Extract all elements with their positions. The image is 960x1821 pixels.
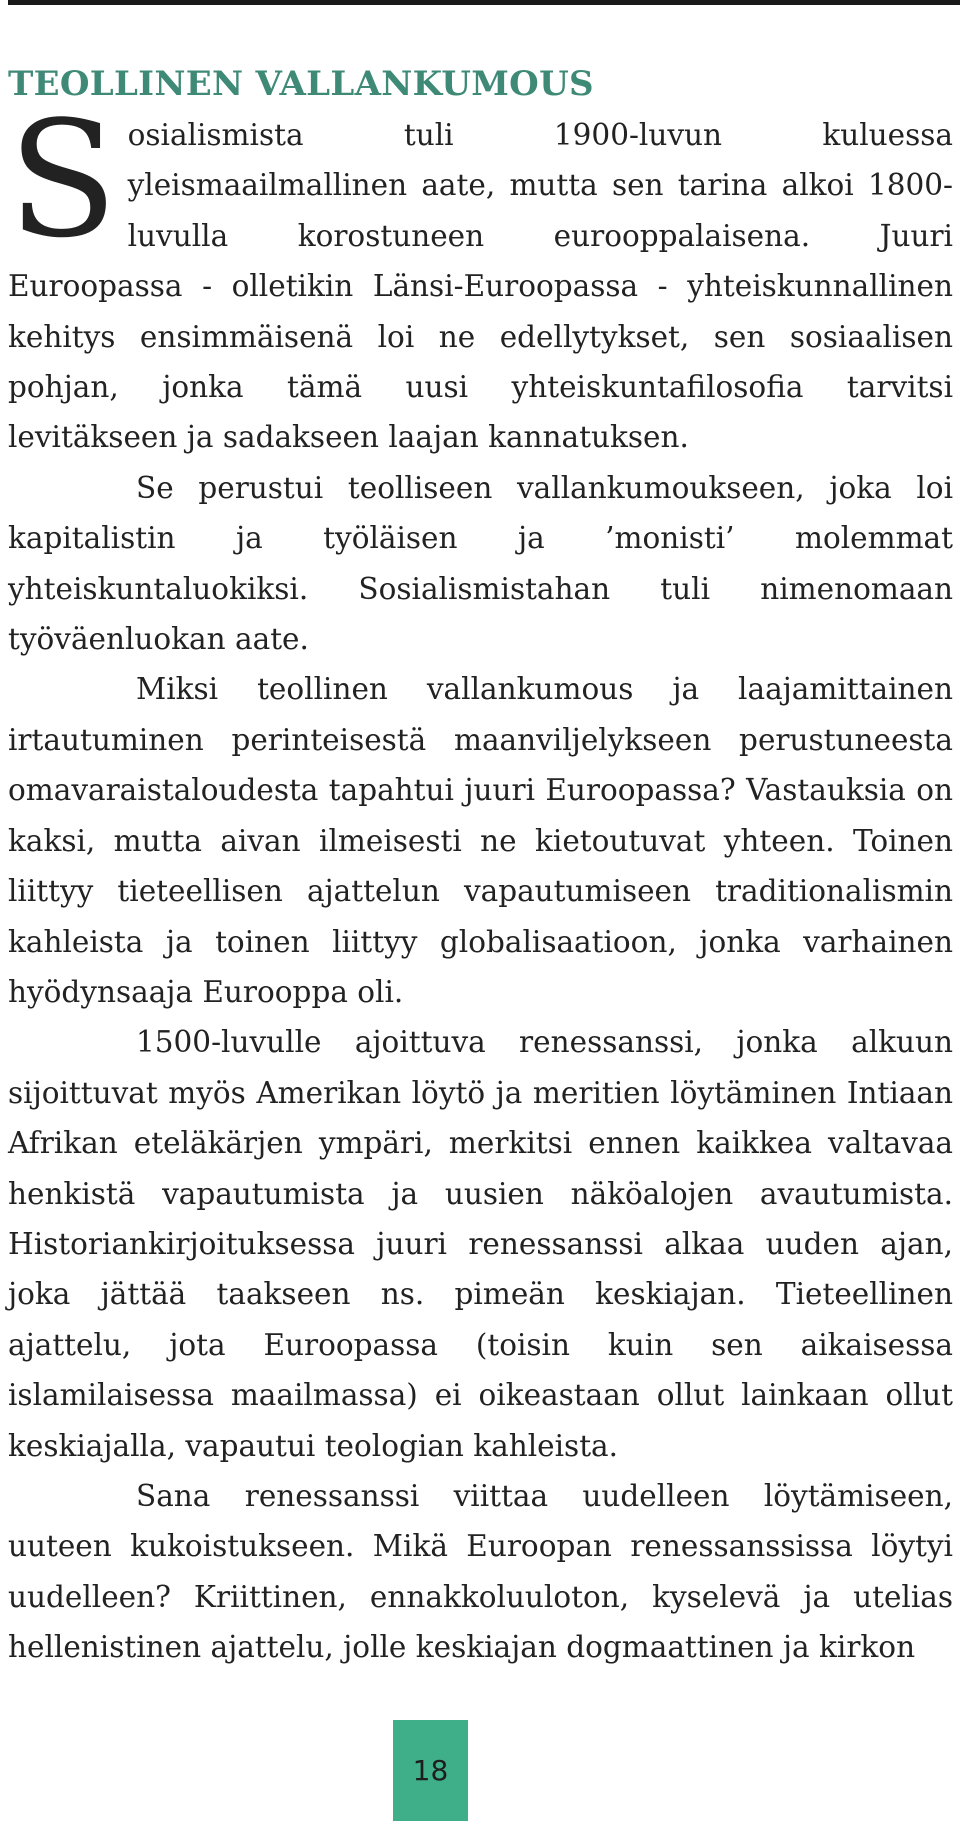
paragraph-1 [8, 86, 953, 463]
paragraph-4: 1500-luvulle ajoittuva renessanssi, jonka alkuun sijoittuvat myös Amerikan löytö ja meritien löytäminen Intiaan Afrikan eteläkärjen ympäri, merkitsi ennen kaikkea valtavaa henkistä vapautumista ja uusien näköalojen avautumista. Historiankirjoituksessa juuri renessanssi alkaa uuden ajan, joka jättää taakseen ns. pimeän keskiajan. Tieteellinen ajattelu, jota Euroopassa (toisin kuin sen aikaisessa islamilaisessa maailmassa) ei oikeastaan ollut lainkaan ollut keskiajalla, vapautui teologian kahleista. [8, 1025, 953, 1463]
paragraph-5: Sana renessanssi viittaa uudelleen löytämiseen, uuteen kukoistukseen. Mikä Euroopan renessanssissa löytyi uudelleen? Kriittinen, ennakkoluuloton, kyselevä ja utelias hellenistinen ajattelu, jolle keskiajan dogmaattinen ja kirkon [8, 1478, 953, 1665]
page-number: 18 [412, 1754, 449, 1787]
article-body [8, 86, 953, 1673]
page-number-badge [393, 1720, 468, 1821]
paragraph-2: Se perustui teolliseen vallankumoukseen, joka loi kapitalistin ja työläisen ja ’monisti’ molemmat yhteiskuntaluokiksi. Sosialismistahan tuli nimenomaan työväenluokan aate. [8, 470, 953, 657]
page-title: TEOLLINEN VALLANKUMOUS [8, 64, 594, 104]
paragraph-3: Miksi teollinen vallankumous ja laajamittainen irtautuminen perinteisestä maanviljelykseen perustuneesta omavaraistaloudesta tapahtui juuri Euroopassa? Vastauksia on kaksi, mutta aivan ilmeisesti ne kietoutuvat yhteen. Toinen liittyy tieteellisen ajattelun vapautumiseen traditionalismin kahleista ja toinen liittyy globalisaatioon, jonka varhainen hyödynsaaja Eurooppa oli. [8, 672, 953, 1009]
drop-cap: S [8, 86, 118, 273]
paragraph-text: osialismista tuli 1900-luvun kuluessa yleismaailmallinen aate, mutta sen tarina alkoi 1800-luvulla korostuneen eurooppalaisena. Juuri Euroopassa - olletikin Länsi-Euroopassa - yhteiskunnallinen kehitys ensimmäisenä loi ne edellytykset, sen sosiaalisen pohjan, jonka tämä uusi yhteiskuntafilosofia tarvitsi levitäkseen ja sadakseen laajan kannatuksen. [8, 118, 953, 455]
top-rule [8, 0, 960, 5]
